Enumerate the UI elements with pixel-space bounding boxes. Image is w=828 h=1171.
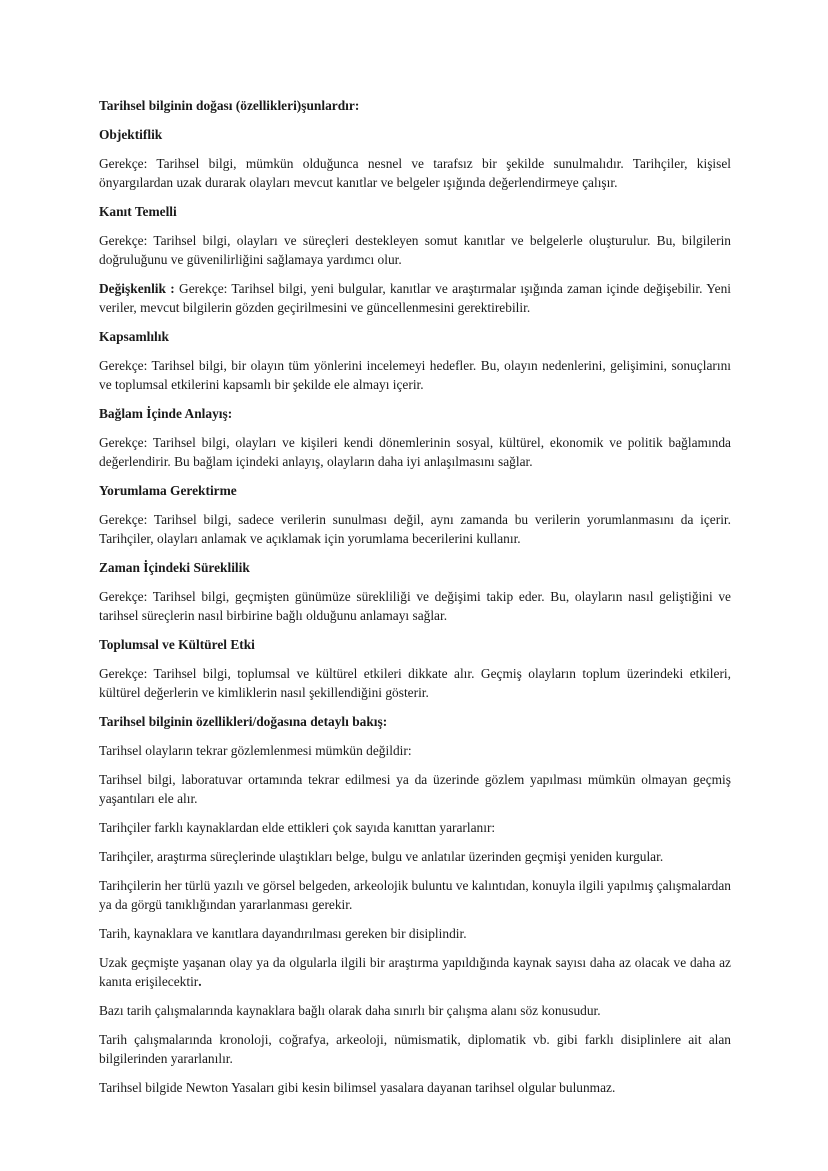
detail-paragraph: Tarih, kaynaklara ve kanıtlara dayandırılması gereken bir disiplindir. [99, 926, 467, 941]
detail-paragraph: Tarihsel olayların tekrar gözlemlenmesi mümkün değildir: [99, 743, 412, 758]
detail-paragraph-text: Uzak geçmişte yaşanan olay ya da olgularla ilgili bir araştırma yapıldığında kaynak sayısı daha az olacak ve daha az kanıta erişilecektir [99, 955, 731, 989]
detail-paragraph [99, 953, 731, 991]
section-heading-kapsamlilik: Kapsamlılık [99, 329, 169, 344]
section-heading-baglam: Bağlam İçinde Anlayış: [99, 406, 233, 421]
detail-paragraph: Tarihçilerin her türlü yazılı ve görsel belgeden, arkeolojik buluntu ve kalıntıdan, konuyla ilgili yapılmış çalışmalardan ya da görgü tanıklığından yararlanması gerekir. [99, 878, 731, 912]
main-title: Tarihsel bilginin doğası (özellikleri)şunlardır: [99, 98, 360, 113]
document-page [99, 96, 731, 1107]
section-text-kanit-temelli: Gerekçe: Tarihsel bilgi, olayları ve süreçleri destekleyen somut kanıtlar ve belgelerle oluşturulur. Bu, bilgilerin doğruluğunu ve güvenilirliğini sağlamaya yardımcı olur. [99, 233, 731, 267]
section-text-objektiflik: Gerekçe: Tarihsel bilgi, mümkün olduğunca nesnel ve tarafsız bir şekilde sunulmalıdır. Tarihçiler, kişisel önyargılardan uzak durarak olayları mevcut kanıtlar ve belgeler ışığında değerlendirmeye çalışır. [99, 156, 731, 190]
section-text-yorumlama: Gerekçe: Tarihsel bilgi, sadece verilerin sunulması değil, aynı zamanda bu verilerin yorumlanmasını da içerir. Tarihçiler, olayları anlamak ve açıklamak için yorumlama becerilerini kullanır. [99, 512, 731, 546]
detail-paragraph: Bazı tarih çalışmalarında kaynaklara bağlı olarak daha sınırlı bir çalışma alanı söz konusudur. [99, 1003, 601, 1018]
section-heading-toplumsal: Toplumsal ve Kültürel Etki [99, 637, 255, 652]
detail-paragraph: Tarihçiler farklı kaynaklardan elde ettikleri çok sayıda kanıttan yararlanır: [99, 820, 496, 835]
section-heading-degiskenlik: Değişkenlik : [99, 281, 175, 296]
detail-heading: Tarihsel bilginin özellikleri/doğasına detaylı bakış: [99, 714, 388, 729]
section-heading-sureklilik: Zaman İçindeki Süreklilik [99, 560, 250, 575]
section-degiskenlik [99, 279, 731, 317]
section-text-degiskenlik: Gerekçe: Tarihsel bilgi, yeni bulgular, kanıtlar ve araştırmalar ışığında zaman içinde değişebilir. Yeni veriler, mevcut bilgilerin gözden geçirilmesini ve güncellenmesini gerektirebilir. [99, 281, 731, 315]
section-heading-yorumlama: Yorumlama Gerektirme [99, 483, 237, 498]
detail-paragraph: Tarihsel bilgi, laboratuvar ortamında tekrar edilmesi ya da üzerinde gözlem yapılması mümkün olmayan geçmiş yaşantıları ele alır. [99, 772, 731, 806]
detail-paragraph: Tarih çalışmalarında kronoloji, coğrafya, arkeoloji, nümismatik, diplomatik vb. gibi farklı disiplinlere ait alan bilgilerinden yararlanılır. [99, 1032, 731, 1066]
section-heading-kanit-temelli: Kanıt Temelli [99, 204, 177, 219]
detail-paragraph: Tarihçiler, araştırma süreçlerinde ulaştıkları belge, bulgu ve anlatılar üzerinden geçmişi yeniden kurgular. [99, 849, 664, 864]
detail-paragraph: Tarihsel bilgide Newton Yasaları gibi kesin bilimsel yasalara dayanan tarihsel olgular bulunmaz. [99, 1080, 616, 1095]
section-heading-objektiflik: Objektiflik [99, 127, 163, 142]
section-text-baglam: Gerekçe: Tarihsel bilgi, olayları ve kişileri kendi dönemlerinin sosyal, kültürel, ekonomik ve politik bağlamında değerlendirir. Bu bağlam içindeki anlayış, olayların daha iyi anlaşılmasını sağlar. [99, 435, 731, 469]
detail-paragraph-bold-period: . [198, 974, 202, 989]
section-text-toplumsal: Gerekçe: Tarihsel bilgi, toplumsal ve kültürel etkileri dikkate alır. Geçmiş olayların toplum üzerindeki etkileri, kültürel değerlerin ve kimliklerin nasıl şekillendiğini gösterir. [99, 666, 731, 700]
section-text-sureklilik: Gerekçe: Tarihsel bilgi, geçmişten günümüze sürekliliği ve değişimi takip eder. Bu, olayların nasıl geliştiğini ve tarihsel süreçlerin nasıl birbirine bağlı olduğunu anlamayı sağlar. [99, 589, 731, 623]
section-text-kapsamlilik: Gerekçe: Tarihsel bilgi, bir olayın tüm yönlerini incelemeyi hedefler. Bu, olayın nedenlerini, gelişimini, sonuçlarını ve toplumsal etkilerini kapsamlı bir şekilde ele almayı içerir. [99, 358, 731, 392]
